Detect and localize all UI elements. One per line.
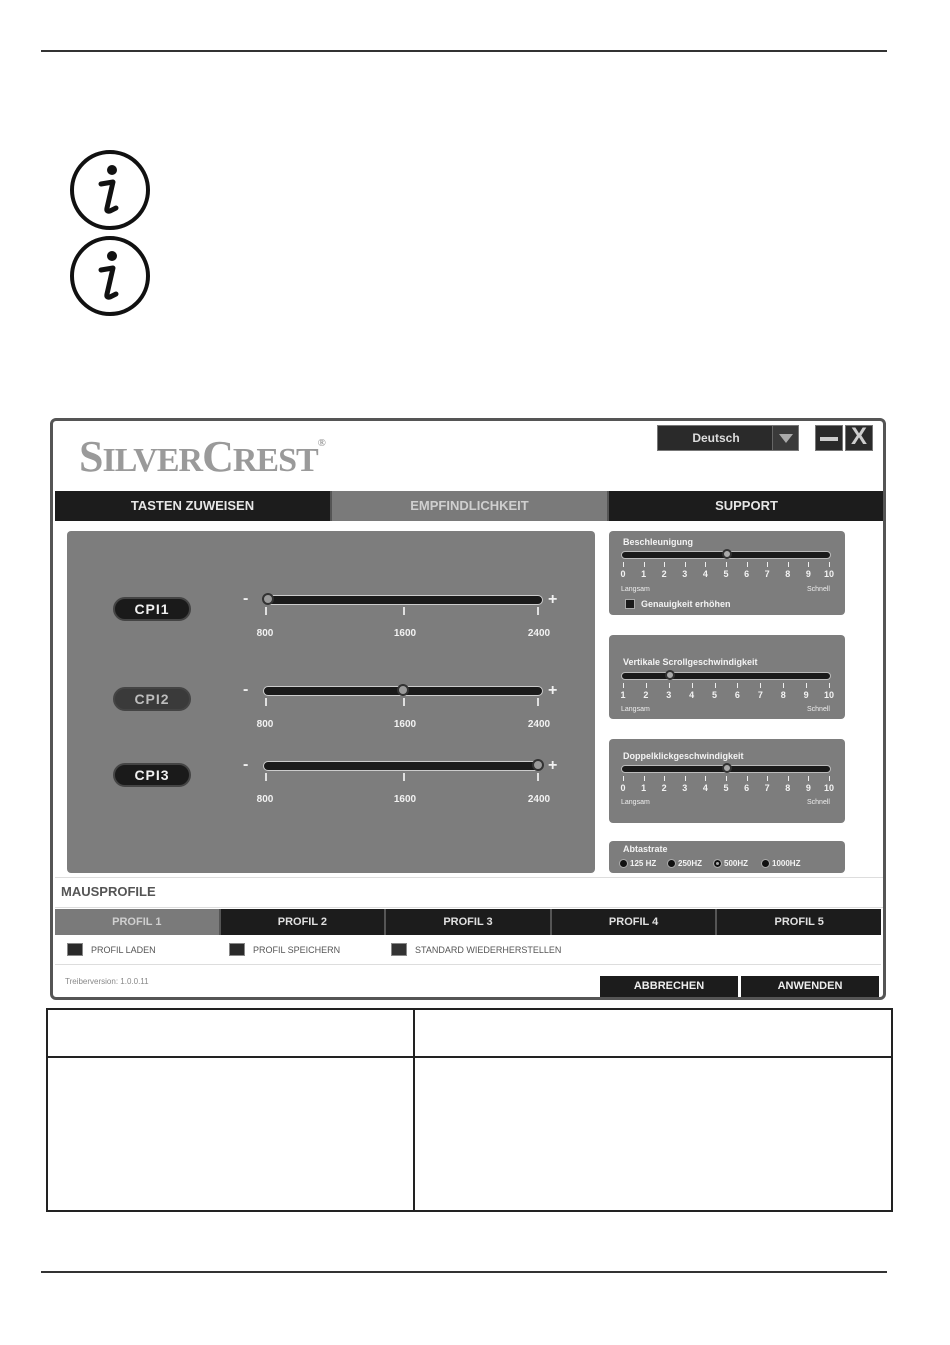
beschleunigung-scale-number: 8 <box>785 569 791 579</box>
cpi2-button[interactable]: CPI2 <box>113 687 191 711</box>
beschleunigung-scale-number: 0 <box>620 569 626 579</box>
bottom-divider <box>41 1271 887 1273</box>
cpi1-scale-min: 800 <box>256 628 274 639</box>
beschleunigung-tick <box>767 562 768 567</box>
sample-rate-option[interactable] <box>713 859 748 868</box>
scroll-scale-number: 8 <box>780 690 786 700</box>
sample-rate-option[interactable] <box>619 859 656 868</box>
doppelklick-scale-number: 4 <box>702 783 708 793</box>
cpi2-scale-mid: 1600 <box>393 719 417 730</box>
doppelklick-tick <box>808 776 809 781</box>
cpi3-minus[interactable]: - <box>243 756 249 773</box>
beschleunigung-slider-knob[interactable] <box>722 549 732 559</box>
double-click-slider-knob[interactable] <box>722 763 732 773</box>
cpi2-plus[interactable]: + <box>548 682 558 699</box>
scroll-tick <box>715 683 716 688</box>
save-profile-button[interactable] <box>229 943 340 956</box>
restore-defaults-label: STANDARD WIEDERHERSTELLEN <box>415 944 562 955</box>
beschleunigung-tick <box>747 562 748 567</box>
cpi2-slider-knob[interactable] <box>397 684 409 696</box>
cpi1-scale-mid: 1600 <box>393 628 417 639</box>
cpi2-tick <box>265 698 267 706</box>
radio-icon[interactable] <box>713 859 722 868</box>
beschleunigung-tick <box>726 562 727 567</box>
beschleunigung-tick <box>788 562 789 567</box>
doppelklick-tick <box>747 776 748 781</box>
genauigkeit-label: Genauigkeit erhöhen <box>641 599 731 609</box>
minimize-button[interactable] <box>815 425 843 451</box>
beschleunigung-tick <box>685 562 686 567</box>
cpi1-minus[interactable]: - <box>243 590 249 607</box>
mausprofile-title: MAUSPROFILE <box>61 884 156 899</box>
doppelklick-scale-number: 2 <box>661 783 667 793</box>
beschleunigung-tick <box>829 562 830 567</box>
table-column-divider <box>413 1010 415 1210</box>
scroll-tick <box>623 683 624 688</box>
scroll-scale-number: 1 <box>620 690 626 700</box>
doppelklick-scale-number: 5 <box>723 783 729 793</box>
tab-tasten-zuweisen[interactable]: TASTEN ZUWEISEN <box>55 491 332 521</box>
language-dropdown[interactable] <box>657 425 799 451</box>
save-profile-label: PROFIL SPEICHERN <box>253 944 341 955</box>
doppelklick-tick <box>623 776 624 781</box>
profile-tabs <box>55 909 881 935</box>
cpi3-scale-mid: 1600 <box>393 794 417 805</box>
info-icon <box>68 148 152 232</box>
genauigkeit-checkbox[interactable] <box>625 599 635 609</box>
cpi3-tick <box>537 773 539 781</box>
sample-rate-panel <box>609 841 845 873</box>
beschleunigung-slider[interactable] <box>621 551 831 559</box>
driver-version: Treiberversion: 1.0.0.11 <box>65 977 149 986</box>
doppelklick-scale-number: 3 <box>682 783 688 793</box>
tab-profil-5[interactable]: PROFIL 5 <box>717 909 881 935</box>
cpi3-button[interactable]: CPI3 <box>113 763 191 787</box>
doppelklick-scale-number: 7 <box>764 783 770 793</box>
beschleunigung-title: Beschleunigung <box>623 537 694 547</box>
scroll-tick <box>692 683 693 688</box>
cpi3-tick <box>265 773 267 781</box>
double-click-panel <box>609 739 845 823</box>
scroll-speed-high-label: Schnell <box>807 706 830 713</box>
sample-rate-option-label: 125 HZ <box>630 859 657 868</box>
cpi2-scale-min: 800 <box>256 719 274 730</box>
load-profile-label: PROFIL LADEN <box>91 944 156 955</box>
silvercrest-logo: SILVERCREST® <box>79 432 325 481</box>
beschleunigung-scale-number: 3 <box>682 569 688 579</box>
profile-actions <box>55 935 881 965</box>
cpi1-slider-knob[interactable] <box>262 593 274 605</box>
cpi2-slider[interactable] <box>263 686 543 696</box>
cpi2-minus[interactable]: - <box>243 681 249 698</box>
doppelklick-scale-number: 10 <box>823 783 834 793</box>
scroll-scale-number: 2 <box>643 690 649 700</box>
beschleunigung-tick <box>808 562 809 567</box>
beschleunigung-scale-number: 1 <box>641 569 647 579</box>
doppelklick-scale-number: 6 <box>744 783 750 793</box>
cpi1-scale-max: 2400 <box>527 628 551 639</box>
doppelklick-tick <box>705 776 706 781</box>
sample-rate-option-label: 1000HZ <box>772 859 801 868</box>
tab-profil-1[interactable]: PROFIL 1 <box>55 909 221 935</box>
scroll-scale-number: 7 <box>757 690 763 700</box>
sample-rate-option[interactable] <box>761 859 800 868</box>
beschleunigung-high-label: Schnell <box>807 586 830 593</box>
save-icon <box>229 943 245 956</box>
cpi2-scale-max: 2400 <box>527 719 551 730</box>
info-icon <box>68 234 152 318</box>
cpi2-tick <box>537 698 539 706</box>
cancel-button[interactable]: ABBRECHEN <box>600 976 738 997</box>
radio-icon[interactable] <box>667 859 676 868</box>
tab-profil-2[interactable]: PROFIL 2 <box>221 909 387 935</box>
beschleunigung-tick <box>664 562 665 567</box>
scroll-tick <box>783 683 784 688</box>
doppelklick-tick <box>767 776 768 781</box>
sample-rate-option-label: 500HZ <box>724 859 749 868</box>
scroll-scale-number: 4 <box>689 690 695 700</box>
doppelklick-tick <box>829 776 830 781</box>
doppelklick-scale-number: 0 <box>620 783 626 793</box>
scroll-scale-number: 5 <box>712 690 718 700</box>
chevron-down-icon[interactable] <box>772 426 798 450</box>
double-click-slider[interactable] <box>621 765 831 773</box>
cpi-panel <box>67 531 595 873</box>
doppelklick-scale-number: 9 <box>805 783 811 793</box>
cpi1-plus[interactable]: + <box>548 591 558 608</box>
apply-button[interactable]: ANWENDEN <box>741 976 879 997</box>
beschleunigung-scale-number: 2 <box>661 569 667 579</box>
cpi3-scale-max: 2400 <box>527 794 551 805</box>
doppelklick-scale-number: 1 <box>641 783 647 793</box>
doppelklick-tick <box>726 776 727 781</box>
restore-icon <box>391 943 407 956</box>
cpi1-tick <box>403 607 405 615</box>
scroll-tick <box>760 683 761 688</box>
scroll-tick <box>829 683 830 688</box>
scroll-speed-title: Vertikale Scrollgeschwindigkeit <box>623 657 758 667</box>
cpi1-tick <box>537 607 539 615</box>
beschleunigung-scale-number: 5 <box>723 569 729 579</box>
cpi1-slider[interactable] <box>263 595 543 605</box>
beschleunigung-scale-number: 9 <box>805 569 811 579</box>
language-value: Deutsch <box>692 431 740 445</box>
sample-rate-option[interactable] <box>667 859 702 868</box>
doppelklick-tick <box>788 776 789 781</box>
restore-defaults-button[interactable] <box>391 943 561 956</box>
scroll-speed-slider-knob[interactable] <box>665 670 675 680</box>
cpi1-tick <box>265 607 267 615</box>
beschleunigung-scale-number: 10 <box>823 569 834 579</box>
beschleunigung-scale-number: 6 <box>744 569 750 579</box>
sample-rate-title: Abtastrate <box>623 844 668 854</box>
cpi3-slider-knob[interactable] <box>532 759 544 771</box>
cpi2-tick <box>403 698 405 706</box>
beschleunigung-low-label: Langsam <box>621 586 650 593</box>
beschleunigung-tick <box>623 562 624 567</box>
scroll-scale-number: 10 <box>823 690 834 700</box>
scroll-tick <box>669 683 670 688</box>
tab-support[interactable]: SUPPORT <box>609 491 884 521</box>
main-tabs <box>55 491 884 521</box>
scroll-scale-number: 6 <box>734 690 740 700</box>
mausprofile-header <box>55 877 884 908</box>
close-button[interactable]: X <box>845 425 873 451</box>
double-click-high-label: Schnell <box>807 799 830 806</box>
doppelklick-tick <box>685 776 686 781</box>
beschleunigung-scale-number: 4 <box>702 569 708 579</box>
doppelklick-scale-number: 8 <box>785 783 791 793</box>
beschleunigung-panel <box>609 531 845 615</box>
double-click-low-label: Langsam <box>621 799 650 806</box>
scroll-tick <box>806 683 807 688</box>
radio-icon[interactable] <box>761 859 770 868</box>
scroll-scale-number: 3 <box>666 690 672 700</box>
cpi1-button[interactable]: CPI1 <box>113 597 191 621</box>
tab-profil-4[interactable]: PROFIL 4 <box>552 909 718 935</box>
cpi3-scale-min: 800 <box>256 794 274 805</box>
radio-icon[interactable] <box>619 859 628 868</box>
table-row-divider <box>48 1056 891 1058</box>
table <box>46 1008 893 1212</box>
top-divider <box>41 50 887 52</box>
folder-icon <box>67 943 83 956</box>
cpi3-plus[interactable]: + <box>548 757 558 774</box>
scroll-tick <box>646 683 647 688</box>
tab-empfindlichkeit[interactable]: EMPFINDLICHKEIT <box>332 491 609 521</box>
cpi3-tick <box>403 773 405 781</box>
doppelklick-tick <box>644 776 645 781</box>
tab-profil-3[interactable]: PROFIL 3 <box>386 909 552 935</box>
beschleunigung-scale-number: 7 <box>764 569 770 579</box>
cpi3-slider[interactable] <box>263 761 543 771</box>
scroll-speed-slider[interactable] <box>621 672 831 680</box>
scroll-speed-panel <box>609 635 845 719</box>
scroll-tick <box>737 683 738 688</box>
double-click-title: Doppelklickgeschwindigkeit <box>623 751 744 761</box>
silvercrest-mouse-settings-window <box>50 418 886 1000</box>
scroll-scale-number: 9 <box>803 690 809 700</box>
beschleunigung-tick <box>705 562 706 567</box>
beschleunigung-tick <box>644 562 645 567</box>
load-profile-button[interactable] <box>67 943 156 956</box>
doppelklick-tick <box>664 776 665 781</box>
sample-rate-option-label: 250HZ <box>678 859 703 868</box>
scroll-speed-low-label: Langsam <box>621 706 650 713</box>
